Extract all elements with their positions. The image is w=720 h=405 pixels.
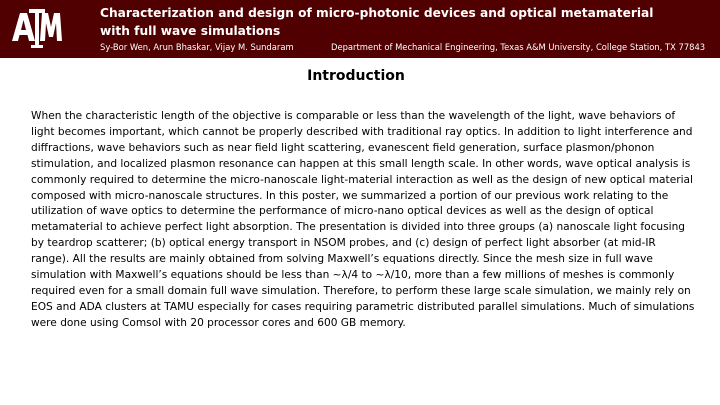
header-banner	[0, 0, 720, 58]
texas-am-logo	[10, 5, 64, 49]
section-title: Introduction	[307, 68, 405, 84]
introduction-paragraph: When the characteristic length of the objective is comparable or less than the wavelength of the light, wave behaviors of light becomes important, which cannot be properly described with traditional ray optics. In addition to light interference and diffractions, wave behaviors such as near field light scattering, evanescent field generation, surface plasmon/phonon stimulation, and localized plasmon resonance can happen at this small length scale. In other words, wave optical analysis is commonly required to determine the micro-nanoscale light-material interaction as well as the design of new optical material composed with micro-nanoscale structures. In this poster, we summarized a portion of our previous work relating to the utilization of wave optics to determine the performance of micro-nano optical devices as well as the design of optical metamaterial to achieve perfect light absorption. The presentation is divided into three groups (a) nanoscale light focusing by teardrop scatterer; (b) optical energy transport in NSOM probes, and (c) design of perfect light absorber (at mid-IR range). All the results are mainly obtained from solving Maxwell’s equations directly. Since the mesh size in full wave simulation with Maxwell’s equations should be less than ~λ/4 to ~λ/10, more than a few millions of meshes is commonly required even for a small domain full wave simulation. Therefore, to perform these large scale simulation, we mainly rely on EOS and ADA clusters at TAMU especially for cases requiring parametric distributed parallel simulations. Much of simulations were done using Comsol with 20 processor cores and 600 GB memory.	[31, 110, 695, 329]
authors-line: Sy-Bor Wen, Arun Bhaskar, Vijay M. Sundaram	[100, 42, 294, 52]
atm-logo-icon	[10, 5, 64, 49]
department-line: Department of Mechanical Engineering, Texas A&M University, College Station, TX 77843	[331, 42, 706, 52]
poster-title	[100, 4, 660, 40]
poster-title-line1: Characterization and design of micro-photonic devices and optical metamaterial	[100, 6, 654, 20]
poster-title-line2: with full wave simulations	[100, 24, 281, 38]
